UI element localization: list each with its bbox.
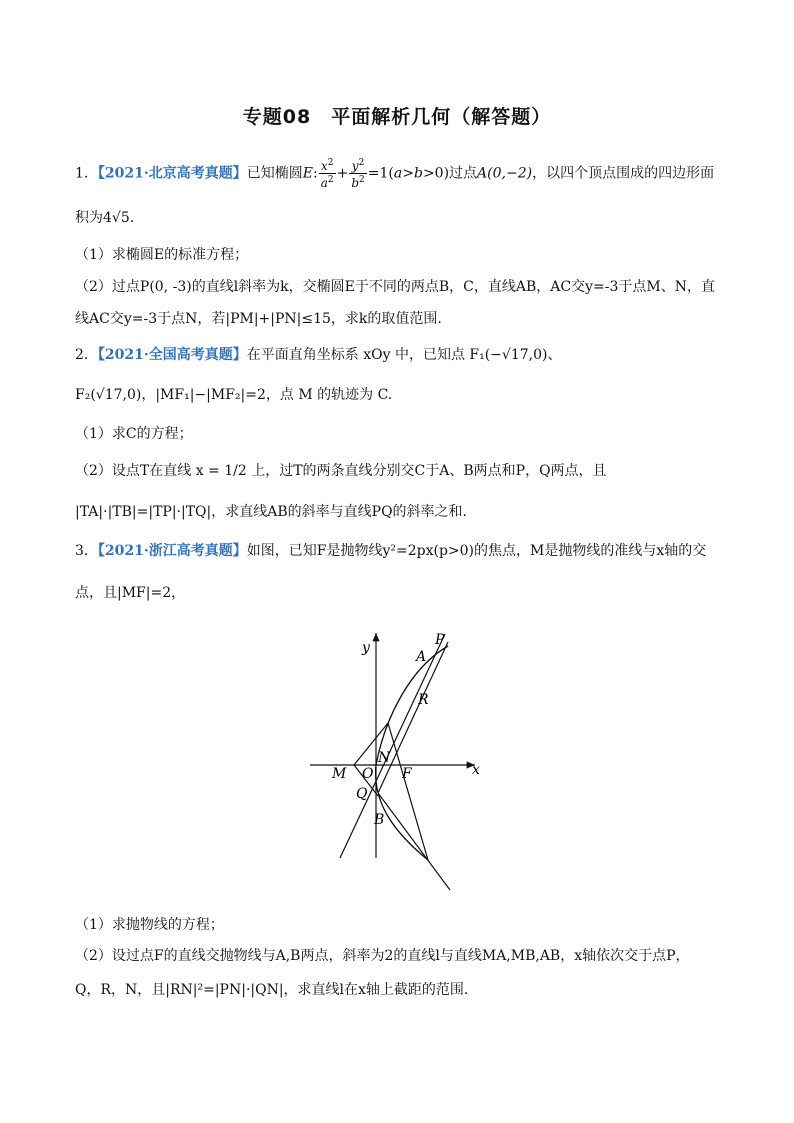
problem-2-q2-line-2: |TA|·|TB|=|TP|·|TQ|，求直线AB的斜率与直线PQ的斜率之和. (75, 504, 467, 520)
problem-1-q1: （1）求椭圆E的标准方程； (75, 247, 249, 263)
ellipse-name: E (302, 165, 313, 182)
segment-b (378, 793, 450, 890)
problem-1-q2-line-2: 线AC交y=-3于点N，若|PM|+|PN|≤15，求k的取值范围. (75, 311, 442, 327)
point-A: A(0,−2) (477, 165, 533, 182)
page-title: 专题08 平面解析几何（解答题） (242, 106, 552, 128)
problem-3-line-1 (75, 541, 725, 561)
problem-1-source: 【2021·北京高考真题】 (97, 165, 247, 182)
line-AB (378, 642, 448, 793)
problem-3-line-2: 点，且|MF|=2， (75, 585, 186, 601)
parabola-figure (300, 628, 500, 898)
problem-2-q2-line-1: （2）设点T在直线 x = 1/2 上，过T的两条直线分别交C于A、B两点和P，Q两点，且 (75, 463, 607, 479)
problem-2-number: 2． (75, 347, 98, 363)
problem-2-source: 【2021·全国高考真题】 (97, 347, 247, 363)
segment-a (388, 723, 428, 860)
problem-3-source: 【2021·浙江高考真题】 (97, 543, 247, 559)
label-M: M (332, 766, 347, 782)
problem-1-line-1: 1．【2021·北京高考真题】已知椭圆E: $\frac{x^2}{a^2}$ + $\frac{y^2}{b^2}$ =1(a>b>0)过点A(0,−2)，以四个顶点围成的四边形面 (75, 158, 715, 190)
problem-2-line-2: F₂(√17,0)，|MF₁|−|MF₂|=2，点 M 的轨迹为 C. (75, 387, 393, 403)
label-F: F (402, 766, 412, 782)
label-P: P (435, 632, 445, 648)
label-O: O (362, 766, 374, 782)
label-N: N (378, 750, 391, 766)
problem-2-line-1 (75, 345, 725, 365)
label-B: B (374, 812, 385, 828)
problem-1-text-a: 已知椭圆 (246, 165, 303, 182)
label-x: x (472, 762, 480, 778)
problem-3-text: 如图，已知F是抛物线y²=2px(p>0)的焦点，M是抛物线的准线与x轴的交 (246, 543, 707, 559)
problem-2-q1: （1）求C的方程； (75, 426, 193, 442)
problem-1-number: 1． (75, 165, 98, 182)
frac-x2-a2: $\frac{x^2}{a^2}$ (320, 158, 334, 190)
problem-3-q2-line-2: Q，R，N，且|RN|²=|PN|·|QN|，求直线l在x轴上截距的范围. (75, 982, 469, 998)
frac-y2-b2: $\frac{y^2}{b^2}$ (351, 158, 365, 190)
problem-1-text-c: ，以四个顶点围成的四边形面 (532, 165, 715, 182)
problem-2-text: 在平面直角坐标系 xOy 中，已知点 F₁(−√17,0)、 (246, 347, 562, 363)
label-R: R (418, 692, 429, 708)
problem-3-number: 3． (75, 543, 98, 559)
label-y: y (362, 640, 370, 656)
problem-1-area: 4√5 (103, 210, 130, 226)
label-A: A (416, 649, 427, 665)
problem-3-q2-line-1: （2）设过点F的直线交抛物线与A,B两点，斜率为2的直线l与直线MA,MB,AB，x轴依次交于点P， (75, 948, 690, 964)
problem-1-text-b: 过点 (449, 165, 478, 182)
problem-1-line-2: 积为4√5. (75, 210, 135, 226)
problem-3-q1: （1）求抛物线的方程； (75, 917, 224, 933)
problem-1-q2-line-1: （2）过点P(0, -3)的直线l斜率为k，交椭圆E于不同的两点B，C，直线AB，AC交y=-3于点M、N，直 (75, 279, 715, 295)
problem-1-line2-text: 积为 (75, 210, 103, 226)
label-Q: Q (356, 786, 368, 802)
